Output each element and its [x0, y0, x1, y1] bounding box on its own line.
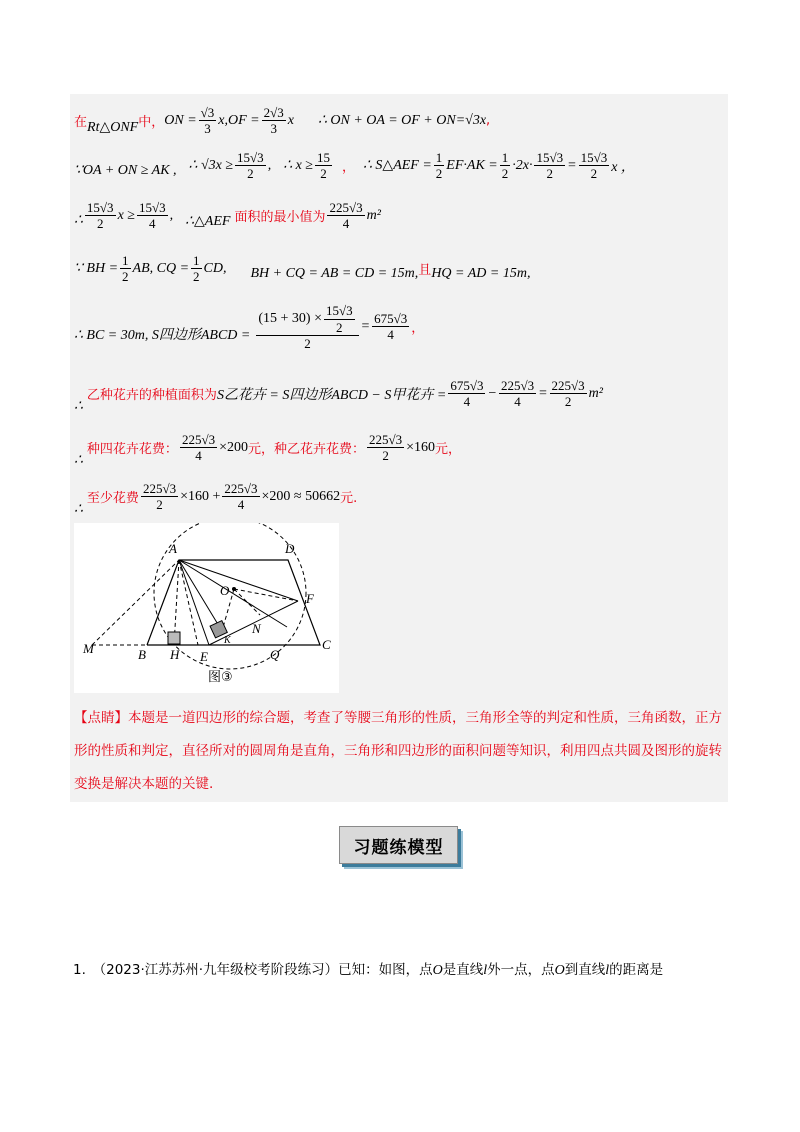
fraction	[262, 105, 286, 136]
expr: ·2x·	[512, 157, 533, 173]
expr: ×160 +	[180, 488, 221, 504]
expr: =	[567, 157, 577, 173]
frac-den: 4	[342, 216, 350, 231]
geometry-svg	[74, 523, 339, 693]
expr: ∴△AEF	[185, 214, 231, 229]
frac-den: 2	[96, 216, 104, 231]
expr: ∴ √3x ≥	[188, 158, 234, 173]
label-k: K	[224, 635, 231, 646]
geometry-figure	[74, 523, 339, 693]
expr: BH + CQ = AB = CD = 15m,	[250, 265, 419, 281]
expr: ∴ S△AEF =	[363, 158, 432, 173]
expr: −	[487, 385, 497, 401]
frac-num: 1	[435, 150, 443, 165]
frac-den: 2	[336, 320, 343, 335]
frac-den: 2	[156, 497, 163, 512]
comma: ，	[411, 321, 425, 336]
question-text: 的距离是	[609, 962, 664, 978]
var-o: O	[554, 963, 565, 978]
fraction	[367, 432, 404, 463]
frac-num: 1	[501, 150, 509, 165]
red-text: 元.	[340, 491, 358, 506]
frac-den: 4	[237, 497, 245, 512]
red-text: 且	[418, 263, 432, 278]
frac-num: 225√3	[224, 481, 258, 496]
red-text: 至少花费	[86, 491, 139, 506]
fraction	[191, 253, 202, 284]
frac-num: 675√3	[374, 311, 408, 326]
frac-den: 4	[387, 327, 394, 342]
fraction	[324, 302, 355, 335]
expr: =	[538, 385, 548, 401]
label-d: D	[285, 541, 295, 556]
var-l: l	[483, 963, 488, 978]
frac-num: 225√3	[551, 378, 585, 393]
fraction	[500, 150, 511, 181]
solution-line-3	[74, 200, 381, 231]
expr: ∴	[74, 453, 83, 468]
red-text: 种四花卉花费：	[86, 442, 178, 457]
expr: m²	[366, 207, 381, 223]
expr-on: ON =	[164, 112, 197, 128]
text-zhong: 中，	[138, 115, 165, 130]
comma: ,	[486, 113, 491, 128]
label-f: F	[306, 591, 314, 606]
frac-num: 15√3	[536, 150, 564, 165]
red-text: 元，	[435, 442, 462, 457]
frac-num	[256, 302, 358, 336]
line-an	[179, 560, 287, 627]
frac-den: 2	[564, 394, 572, 409]
line-ma	[92, 560, 179, 645]
label-o: O	[220, 583, 230, 598]
expr: ∴	[74, 502, 83, 517]
fraction	[85, 200, 116, 231]
fraction	[222, 481, 259, 512]
fraction	[372, 311, 409, 342]
expr: AB, CQ =	[132, 260, 190, 276]
frac-num: 15√3	[86, 200, 114, 215]
comment-paragraph: 【点睛】本题是一道四边形的综合题，考查了等腰三角形的性质，三角形全等的判定和性质，三角函数，正方形的性质和判定，直径所对的圆周角是直角，三角形和四边形的面积问题等知识，利用四点共圆及图形的旋转变换是解决本题的关键.	[74, 710, 722, 792]
frac-den: 2	[546, 166, 554, 181]
frac-num: 225√3	[369, 432, 403, 447]
expr: HQ = AD = 15m,	[431, 265, 531, 281]
expr: EF·AK =	[446, 157, 498, 173]
red-text: 元，种乙花卉花费：	[247, 442, 365, 457]
frac-num: 15√3	[138, 200, 166, 215]
frac-num: 1	[193, 253, 200, 268]
frac-den: 2	[501, 166, 509, 181]
expr: m²	[588, 385, 603, 401]
expr: ,	[169, 207, 174, 223]
expr-therefore: ∴ ON + OA = OF + ON=√3x	[317, 113, 487, 128]
frac-num: 15	[317, 150, 330, 165]
question-text: 外一点，点	[487, 962, 555, 978]
label-h: H	[170, 647, 180, 662]
frac-num: 15√3	[580, 150, 608, 165]
right-angle-h	[168, 632, 180, 644]
frac-num: 15√3	[237, 150, 264, 165]
frac-den: 4	[149, 216, 156, 231]
frac-den: 4	[195, 448, 202, 463]
fraction	[137, 200, 168, 231]
var-x: x	[287, 112, 294, 128]
fraction	[448, 378, 485, 409]
expr: S乙花卉 = S四边形ABCD − S甲花卉 =	[216, 387, 447, 403]
label-a: A	[169, 541, 177, 556]
expr: ×160	[406, 439, 436, 455]
expr: CD,	[203, 260, 227, 276]
frac-num: 2√3	[263, 105, 284, 120]
question-text: 是直线	[442, 962, 484, 978]
frac-den: 2	[122, 269, 129, 284]
fraction	[534, 150, 565, 181]
solution-line-4	[74, 253, 530, 284]
expr: ∴	[74, 213, 83, 228]
figure-caption: 图③	[208, 670, 233, 685]
expr: ∴ BC = 30m, S四边形ABCD =	[74, 327, 251, 343]
label-e: E	[200, 649, 208, 664]
frac-num: 225√3	[329, 200, 363, 215]
frac-den: 2	[247, 166, 254, 181]
frac-num: 225√3	[500, 378, 535, 393]
frac-den: 2	[193, 269, 200, 284]
fraction	[141, 481, 178, 512]
comma: ，	[342, 160, 356, 175]
fraction	[235, 150, 266, 181]
solution-line-2	[74, 150, 635, 181]
expr: (15 + 30) ×	[258, 311, 322, 326]
fraction	[120, 253, 131, 284]
point-o	[232, 587, 236, 591]
label-n: N	[252, 621, 261, 636]
frac-den: 2	[590, 166, 598, 181]
expr: x ，	[611, 159, 635, 175]
var-l: l	[605, 963, 610, 978]
label-b: B	[138, 647, 146, 662]
label-q: Q	[270, 647, 280, 662]
frac-num: √3	[200, 105, 215, 120]
frac-num: 675√3	[450, 378, 484, 393]
question-text: 到直线	[564, 962, 606, 978]
banner-title: 习题练模型	[353, 837, 444, 858]
rt-triangle: Rt△ONF	[87, 120, 139, 135]
fraction	[315, 150, 332, 181]
solution-line-5	[74, 302, 424, 351]
var-o: O	[432, 963, 443, 978]
fraction	[180, 432, 217, 463]
frac-den: 4	[514, 394, 521, 409]
label-m: M	[83, 641, 94, 656]
line-a-e2	[179, 560, 198, 645]
expr-because: ∵OA + ON ≥ AK ,	[74, 163, 177, 178]
solution-line-8	[74, 475, 357, 518]
expr-of: ,OF =	[224, 112, 260, 128]
frac-den: 2	[435, 166, 443, 181]
fraction	[579, 150, 610, 181]
frac-den: 3	[204, 121, 211, 136]
expr: =	[360, 318, 371, 334]
fraction	[327, 200, 364, 231]
question-text: 1. （2023·江苏苏州·九年级校考阶段练习）已知：如图，点	[73, 962, 433, 978]
compound-fraction	[256, 302, 358, 351]
expr: ,	[267, 157, 272, 173]
expr: ∴	[74, 399, 83, 414]
fraction	[550, 378, 587, 409]
label-c: C	[322, 637, 331, 652]
section-banner	[339, 826, 458, 864]
question-1	[73, 958, 663, 979]
frac-den: 4	[463, 394, 471, 409]
text-zai: 在	[74, 115, 88, 130]
frac-num: 1	[122, 253, 129, 268]
frac-den: 2	[304, 336, 311, 351]
solution-line-7	[74, 426, 461, 469]
var-x: x	[218, 112, 225, 128]
expr: x ≥	[117, 207, 135, 223]
frac-num: 225√3	[142, 481, 177, 496]
frac-num: 225√3	[181, 432, 216, 447]
expr: ×200 ≈ 50662	[261, 488, 341, 504]
frac-den: 3	[270, 121, 277, 136]
fraction	[434, 150, 445, 181]
expr: ∴ x ≥	[283, 158, 313, 173]
solution-line-6	[74, 372, 603, 415]
frac-den: 2	[320, 166, 327, 181]
expr: ×200	[219, 439, 248, 455]
frac-den: 2	[382, 448, 389, 463]
expr: ∵ BH =	[74, 261, 119, 276]
frac-num: 15√3	[325, 303, 353, 318]
fraction	[199, 105, 217, 136]
red-text: 面积的最小值为	[234, 210, 326, 225]
red-text: 乙种花卉的种植面积为	[86, 388, 217, 403]
fraction	[499, 378, 536, 409]
line-af	[179, 560, 298, 601]
solution-line-1	[74, 105, 490, 136]
